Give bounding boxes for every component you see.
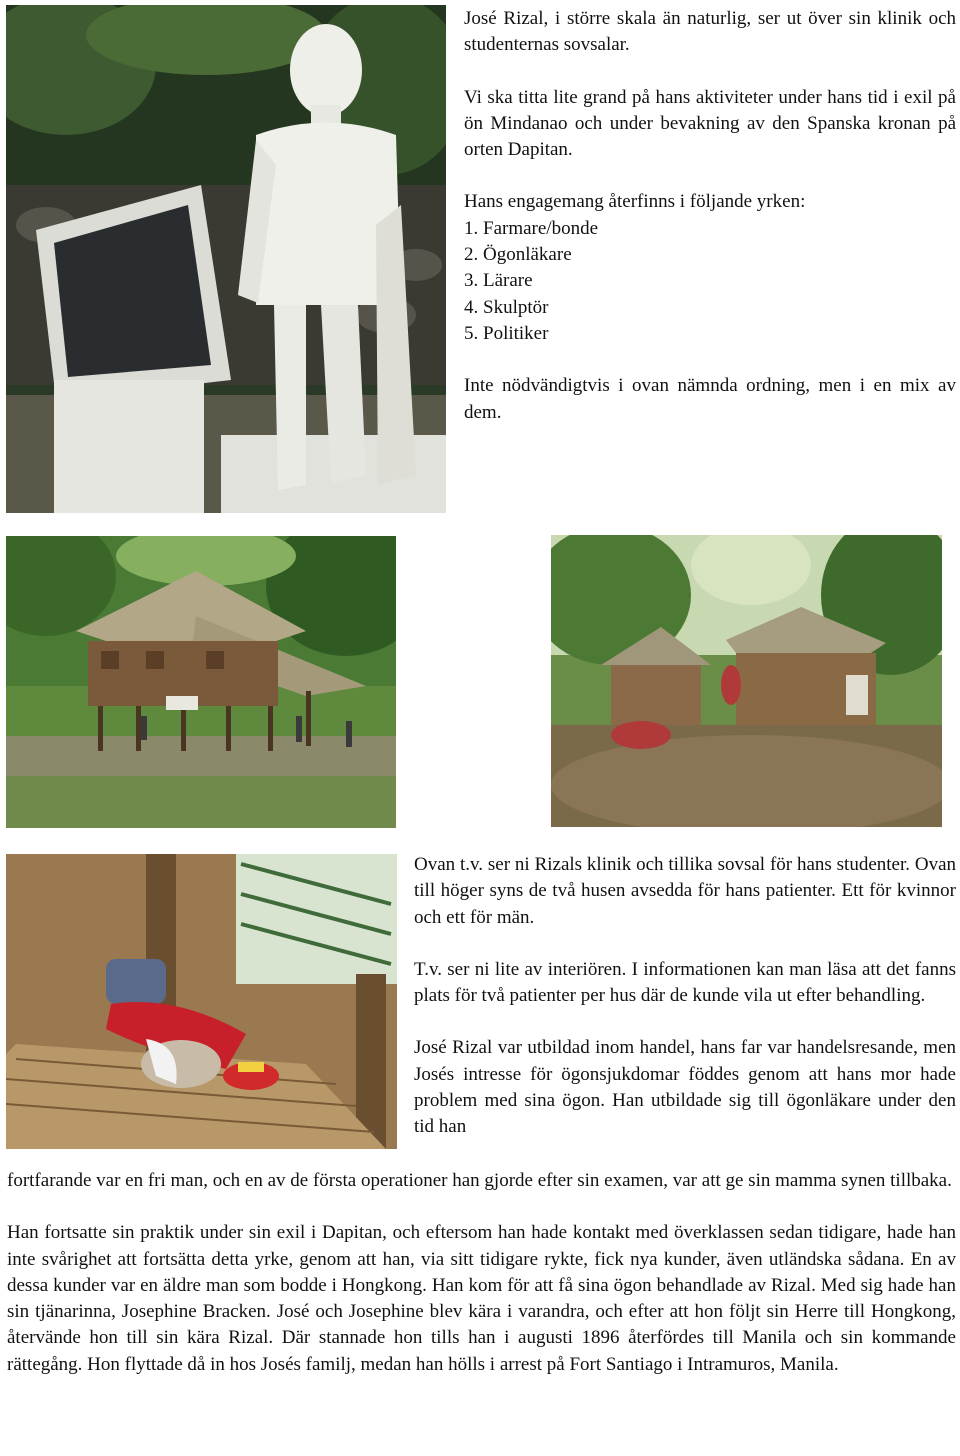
interior-caption: T.v. ser ni lite av interiören. I informationen kan man läsa att det fanns plats för två patienter per hus där de kunde vila ut efter behandling.	[414, 958, 956, 1007]
clinic-photo	[6, 536, 396, 828]
order-note: Inte nödvändigtvis i ovan nämnda ordning, men i en mix av dem.	[464, 375, 956, 423]
top-text-block	[464, 6, 956, 426]
houses-caption: Ovan t.v. ser ni Rizals klinik och tillika sovsal för hans studenter. Ovan till höger syns de två husen avsedda för hans patienter. Ett för kvinnor och ett för män.	[414, 854, 956, 928]
profession-item: 4. Skulptör	[464, 296, 549, 318]
education-paragraph-end: fortfarande var en fri man, och en av de första operationer han gjorde efter sin examen, var att ge sin mamma synen tillbaka.	[7, 1170, 952, 1191]
intro-paragraph: Vi ska titta lite grand på hans aktiviteter under hans tid i exil på ön Mindanao och under bevakning av den Spanska kronan på orten Dapitan.	[464, 86, 956, 161]
exile-paragraph: Han fortsatte sin praktik under sin exil i Dapitan, och eftersom han hade kontakt med överklassen sedan tidigare, hade han inte svårighet att fortsätta detta yrke, genom att han, via sitt tidigare rykte, fick nya kunder, även utländska sådana. En av dessa kunder var en äldre man som bodde i Hongkong. Han kom för att få sina ögon behandlade av Rizal. Med sig hade han sin tjänarinna, Josephine Bracken. José och Josephine blev kära i varandra, och efter att hon följt sin Herre till Hongkong, återvände hon till sin kära Rizal. Där stannade hon tills han i augusti 1896 återfördes till Manila och sin kommande rättegång. Hon flyttade då in hos Josés familj, medan han hölls i arrest på Fort Santiago i Intramuros, Manila.	[7, 1222, 956, 1375]
body-text-block	[7, 1168, 956, 1378]
interior-photo	[6, 854, 397, 1149]
education-paragraph-start: José Rizal var utbildad inom handel, hans far var handelsresande, men Josés intresse för ögonsjukdomar föddes genom att hans mor hade problem med sina ögon. Han utbildade sig till ögonläkare under den tid han	[414, 1037, 956, 1138]
statue-caption: José Rizal, i större skala än naturlig, ser ut över sin klinik och studenternas sovsalar.	[464, 8, 956, 56]
profession-item: 1. Farmare/bonde	[464, 217, 599, 239]
profession-item: 2. Ögonläkare	[464, 244, 572, 266]
profession-item: 5. Politiker	[464, 322, 549, 344]
middle-text-block	[414, 852, 956, 1141]
statue-photo	[6, 5, 446, 513]
profession-item: 3. Lärare	[464, 270, 533, 292]
patient-huts-photo	[551, 535, 942, 827]
professions-heading: Hans engagemang återfinns i följande yrken:	[464, 191, 806, 213]
